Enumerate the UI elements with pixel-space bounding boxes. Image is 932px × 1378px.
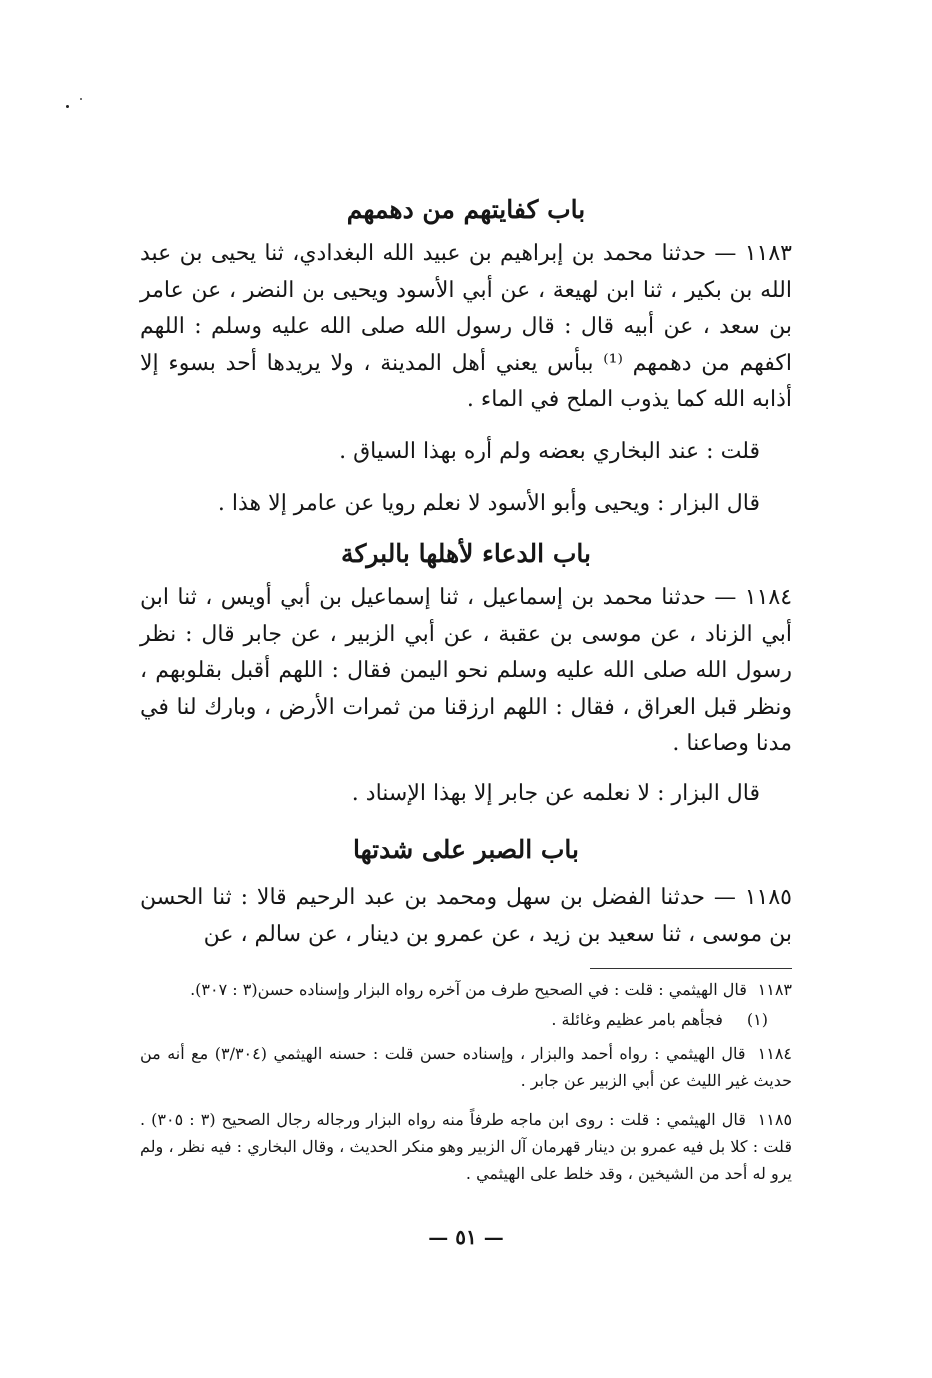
footnote-number: ١١٨٥ xyxy=(757,1110,793,1129)
footnote-1184 xyxy=(140,1040,792,1094)
footnote-text: قال الهيثمي : رواه أحمد والبزار ، وإسناده حسن قلت : حسنه الهيثمي (٣/٣٠٤) مع أنه من حديث غير الليث عن أبي الزبير عن جابر . xyxy=(140,1044,792,1090)
footnote-number: ١١٨٣ xyxy=(757,980,792,999)
note-1183-b: قال البزار : ويحيى وأبو الأسود لا نعلم رويا عن عامر إلا هذا . xyxy=(217,491,760,516)
footnote-1183 xyxy=(140,976,792,1003)
note-1184-a: قال البزار : لا نعلمه عن جابر إلا بهذا الإسناد . xyxy=(351,781,760,806)
footnote-rule xyxy=(590,968,792,969)
chapter-heading-1184: باب الدعاء لأهلها بالبركة xyxy=(341,539,591,568)
hadith-1183 xyxy=(140,236,792,419)
footnote-text: فجأهم بامر عظيم وغائلة . xyxy=(551,1010,723,1029)
footnote-number: ١١٨٤ xyxy=(757,1044,793,1063)
footnote-text: قال الهيثمي : قلت : روى ابن ماجه طرفاً منه رواه البزار ورجاله رجال الصحيح (٣ : ٣٠٥) . قلت : كلا بل فيه عمرو بن دينار قهرمان آل الزبير وهو منكر الحديث ، وقال البخاري : فيه نظر ، ولم يرو له أحد من الشيخين ، وقد خلط على الهيثمي . xyxy=(140,1110,792,1183)
hadith-1184 xyxy=(140,580,792,763)
footnote-text: قال الهيثمي : قلت : في الصحيح طرف من آخره رواه البزار وإسناده حسن(٣ : ٣٠٧). xyxy=(190,980,747,999)
hadith-text: ١١٨٣ — حدثنا محمد بن إبراهيم بن عبيد الله البغدادي، ثنا يحيى بن عبد الله بن بكير ، ثنا ابن لهيعة ، عن أبي الأسود ويحيى بن النضر ، عن عامر بن سعد ، عن أبيه قال : قال رسول الله صلى الله عليه وسلم : اللهم اكفهم من دهمهم ⁽¹⁾ ببأس يعني أهل المدينة ، ولا يريدها أحد بسوء إلا أذابه الله كما يذوب الملح في الماء . xyxy=(140,241,792,413)
hadith-text: ١١٨٥ — حدثنا الفضل بن سهل ومحمد بن عبد الرحيم قالا : ثنا الحسن بن موسى ، ثنا سعيد بن زيد ، عن عمرو بن دينار ، عن سالم ، عن xyxy=(140,885,792,947)
hadith-1185 xyxy=(140,880,792,953)
footnote-number: (١) xyxy=(746,1010,768,1029)
speck xyxy=(66,105,69,108)
speck xyxy=(80,98,82,100)
page-number: — ٥١ — xyxy=(428,1225,504,1249)
hadith-text: ١١٨٤ — حدثنا محمد بن إسماعيل ، ثنا إسماعيل بن أبي أويس ، ثنا ابن أبي الزناد ، عن موسى بن عقبة ، عن أبي الزبير ، عن جابر قال : نظر رسول الله صلى الله عليه وسلم نحو اليمن فقال : اللهم أقبل بقلوبهم ، ونظر قبل العراق ، فقال : اللهم ارزقنا من ثمرات الأرض ، وبارك لنا في مدنا وصاعنا . xyxy=(140,585,793,757)
chapter-heading-1183: باب كفايتهم من دهمهم xyxy=(346,195,586,224)
note-1183-a: قلت : عند البخاري بعضه ولم أره بهذا السياق . xyxy=(339,439,760,464)
chapter-heading-1185: باب الصبر على شدتها xyxy=(352,835,579,864)
footnote-1 xyxy=(140,1006,792,1033)
footnote-1185 xyxy=(140,1106,792,1187)
